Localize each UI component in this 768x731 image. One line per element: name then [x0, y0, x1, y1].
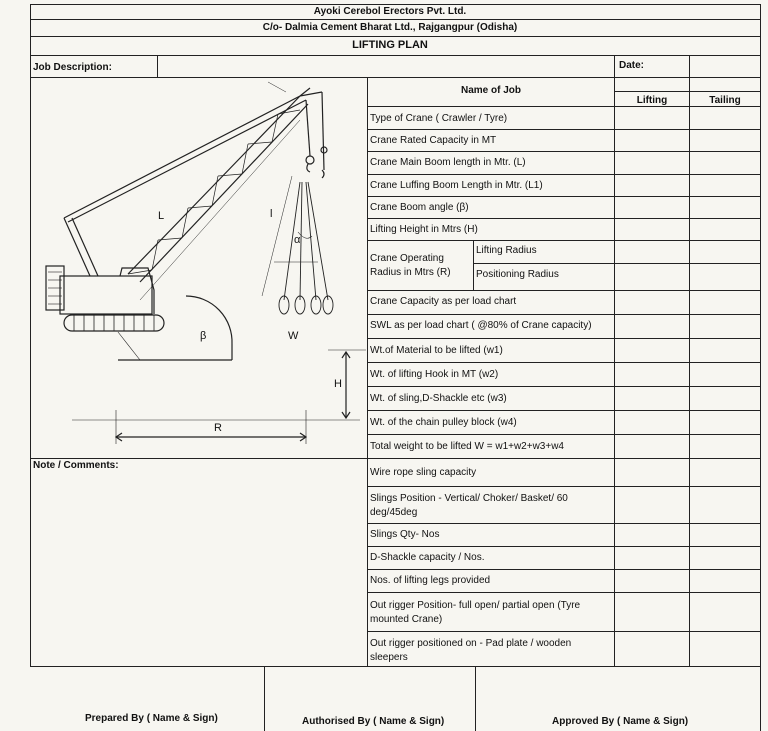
alpha-label: α — [294, 234, 301, 246]
name-of-job-header: Name of Job — [460, 85, 521, 96]
authorised-by-label: Authorised By ( Name & Sign) — [302, 716, 445, 727]
note-comments-label: Note / Comments: — [33, 460, 119, 471]
row-label: Crane Luffing Boom Length in Mtr. (L1) — [370, 180, 543, 191]
prepared-by-label: Prepared By ( Name & Sign) — [85, 713, 218, 724]
lifting-column-header: Lifting — [636, 95, 668, 106]
row-label: Wire rope sling capacity — [370, 467, 477, 478]
row-label: Nos. of lifting legs provided — [370, 575, 491, 586]
row-label: Crane Main Boom length in Mtr. (L) — [370, 157, 526, 168]
job-description-label: Job Description: — [33, 62, 112, 73]
row-label: Crane Capacity as per load chart — [370, 296, 517, 307]
operating-radius-label: Crane Operating Radius in Mtrs (R) — [370, 253, 451, 278]
approved-by-label: Approved By ( Name & Sign) — [552, 716, 689, 727]
row-label: Crane Boom angle (β) — [370, 202, 469, 213]
radius-label: R — [214, 422, 222, 434]
row-label: Slings Qty- Nos — [370, 529, 440, 540]
boom-length-label: L — [158, 210, 165, 222]
date-label: Date: — [619, 60, 645, 71]
page-title: LIFTING PLAN — [352, 39, 428, 51]
lifting-radius-label: Lifting Radius — [476, 245, 537, 256]
beta-label: β — [200, 330, 207, 342]
row-label: Wt. of sling,D-Shackle etc (w3) — [370, 393, 507, 404]
back-stay — [64, 96, 300, 218]
positioning-radius-label: Positioning Radius — [476, 269, 559, 280]
weight-label: W — [288, 330, 299, 342]
company-name: Ayoki Cerebol Erectors Pvt. Ltd. — [313, 6, 467, 17]
luffing-length-label: l — [270, 208, 273, 220]
crane-body — [60, 276, 152, 314]
row-label: Type of Crane ( Crawler / Tyre) — [370, 113, 508, 124]
crane-cab — [120, 268, 154, 314]
row-label: Wt.of Material to be lifted (w1) — [370, 345, 503, 356]
row-label: D-Shackle capacity / Nos. — [370, 552, 485, 563]
row-label: SWL as per load chart ( @80% of Crane capacity) — [370, 320, 592, 331]
row-label: Wt. of the chain pulley block (w4) — [370, 417, 517, 428]
client-name: C/o- Dalmia Cement Bharat Ltd., Rajgangpur (Odisha) — [262, 22, 518, 33]
row-label: Wt. of lifting Hook in MT (w2) — [370, 369, 499, 380]
row-label: Out rigger Position- full open/ partial open (Tyre mounted Crane) — [370, 600, 581, 625]
row-label: Crane Rated Capacity in MT — [370, 135, 497, 146]
tailing-column-header: Tailing — [709, 95, 741, 106]
row-label: Total weight to be lifted W = w1+w2+w3+w4 — [370, 441, 564, 452]
beta-arc — [186, 296, 232, 344]
hook-block — [306, 156, 314, 164]
row-label: Slings Position - Vertical/ Choker/ Basket/ 60 deg/45deg — [370, 493, 568, 518]
row-label: Out rigger positioned on - Pad plate / wooden sleepers — [370, 638, 572, 663]
height-label: H — [334, 378, 342, 390]
row-label: Lifting Height in Mtrs (H) — [370, 224, 478, 235]
